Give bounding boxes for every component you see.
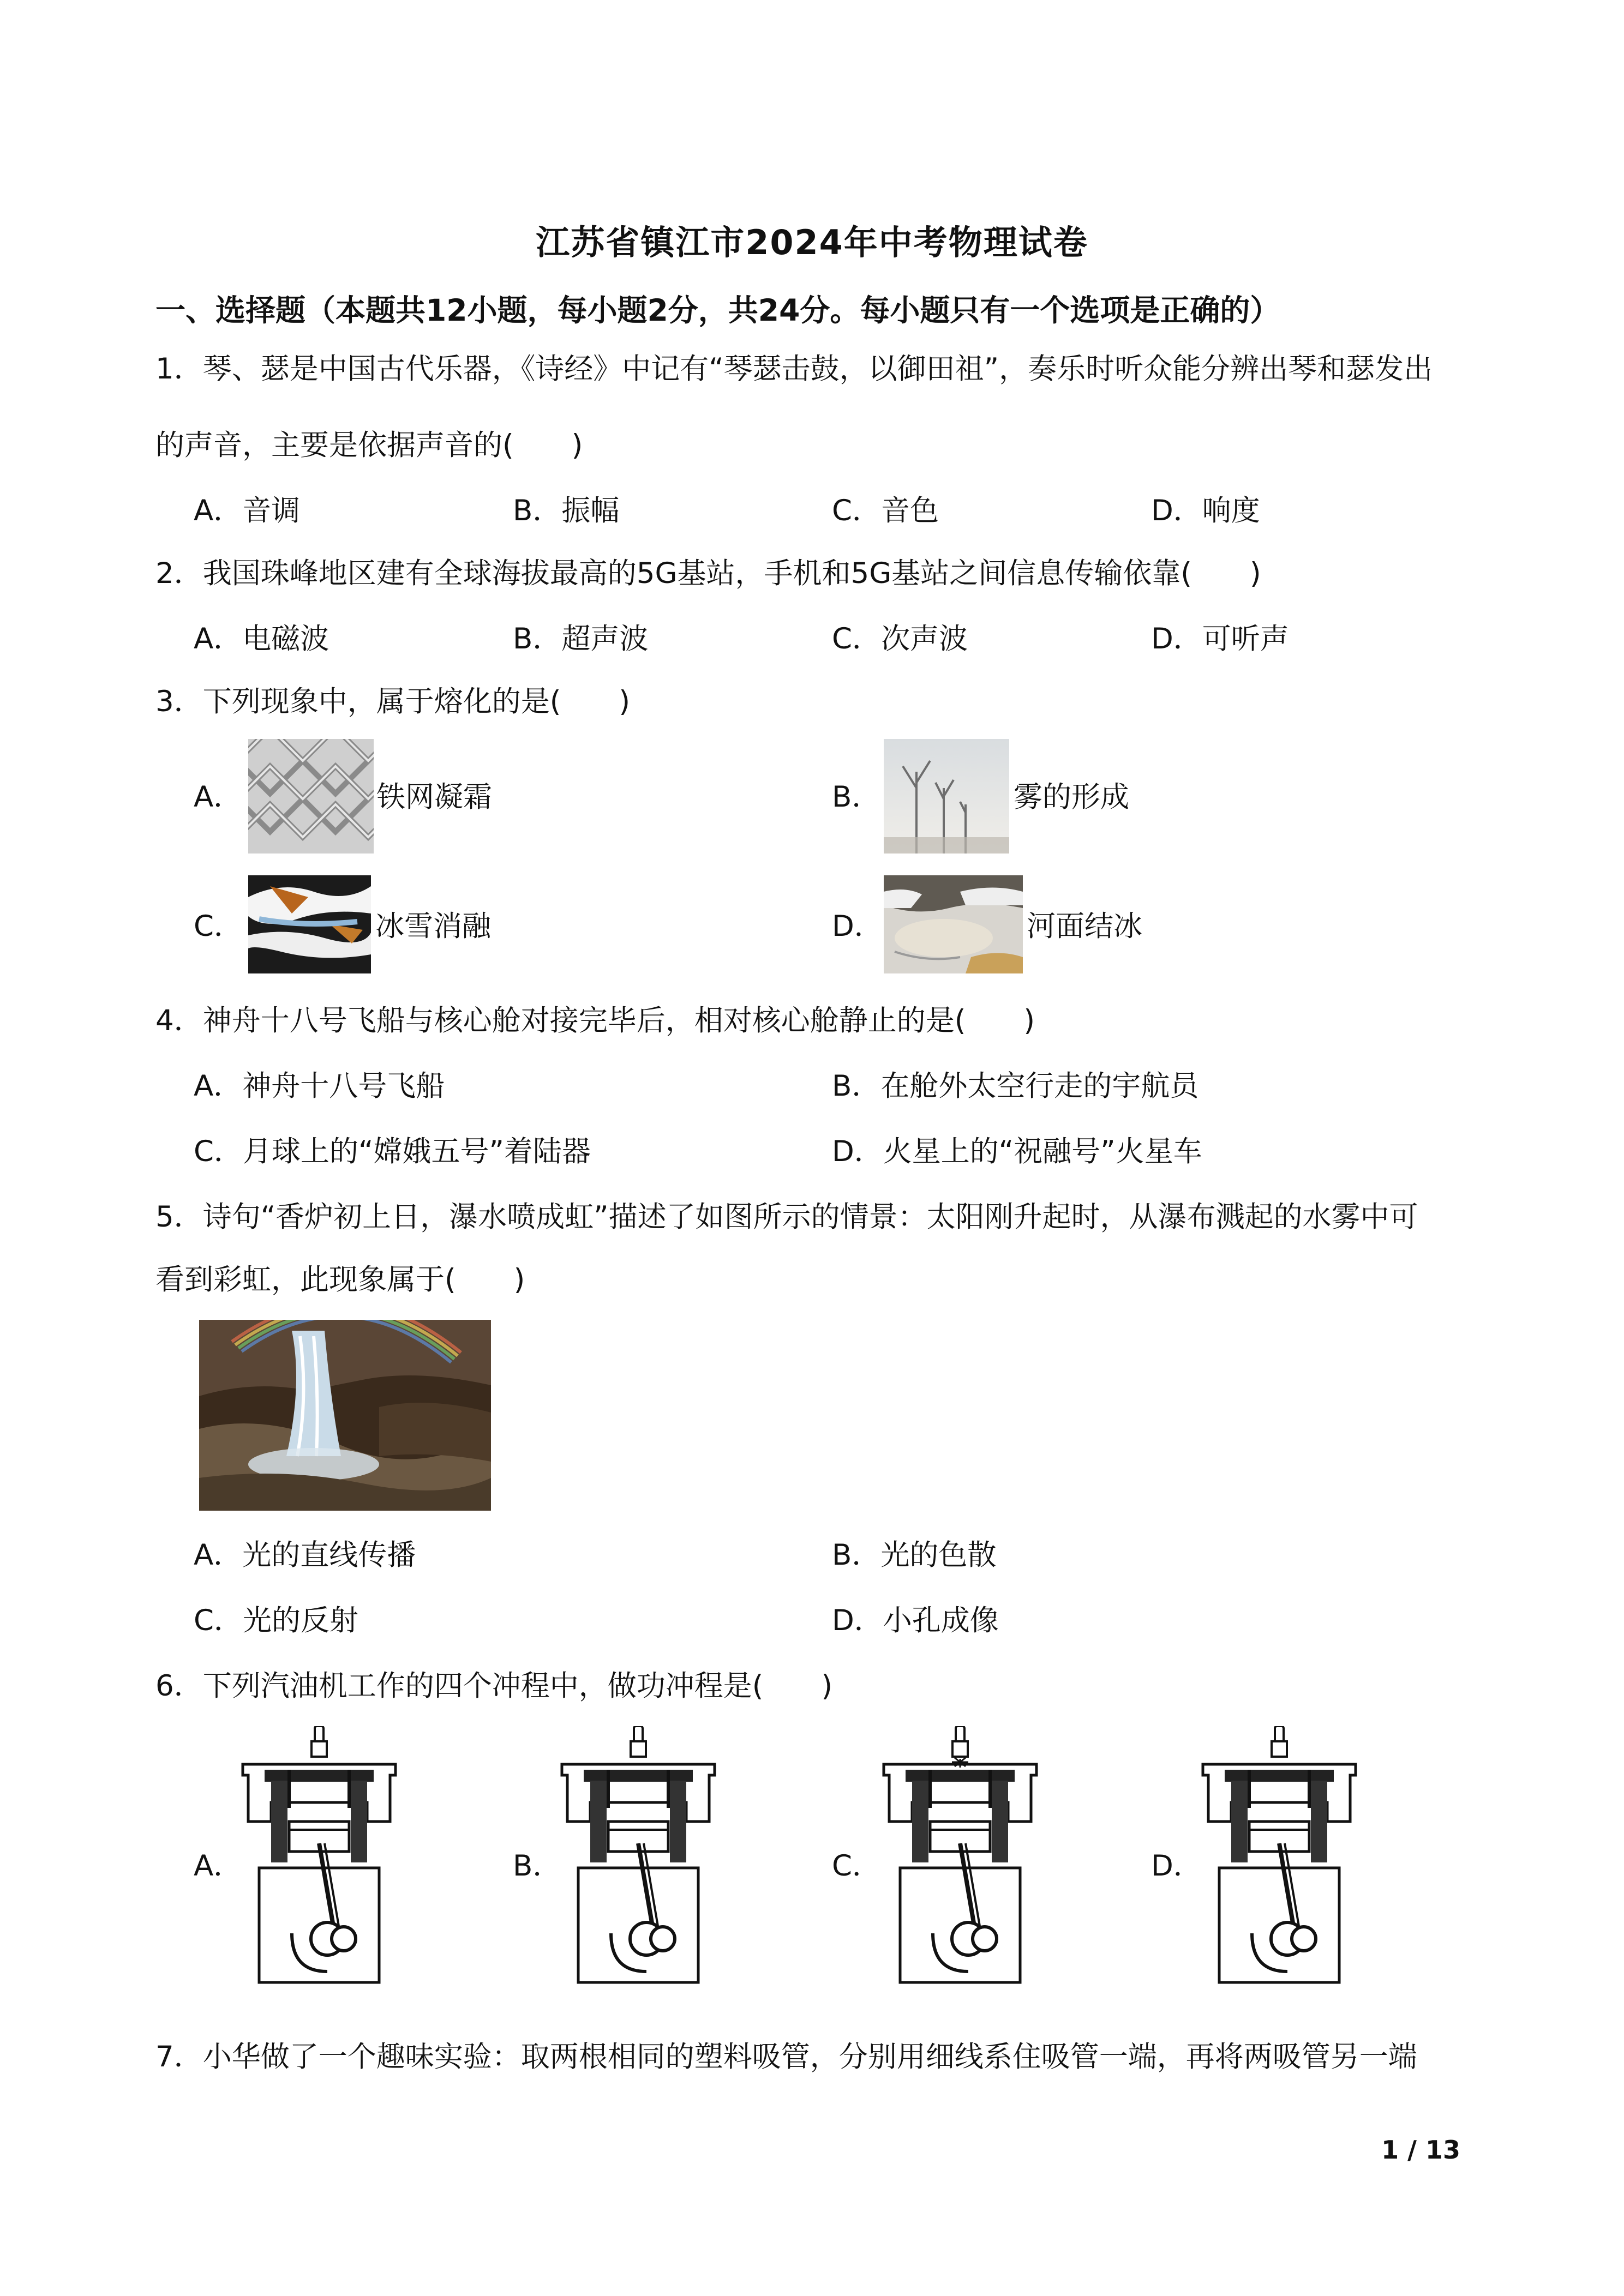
q5-option-d: D．小孔成像	[832, 1604, 999, 1637]
q3-option-b-label: B．	[832, 780, 881, 814]
q1-option-b: B．振幅	[513, 494, 620, 527]
q1-option-c: C．音色	[832, 494, 939, 527]
q5-option-a: A．光的直线传播	[194, 1538, 416, 1572]
question-6-line-1: 6．下列汽油机工作的四个冲程中，做功冲程是( )	[155, 1669, 833, 1703]
frozen-river-image	[884, 875, 1023, 973]
q3-option-c-caption: 冰雪消融	[375, 910, 491, 943]
page-title: 江苏省镇江市2024年中考物理试卷	[536, 223, 1088, 262]
q4-option-b: B．在舱外太空行走的宇航员	[832, 1069, 1199, 1103]
q4-option-c: C．月球上的“嫦娥五号”着陆器	[194, 1135, 591, 1168]
q2-option-c: C．次声波	[832, 622, 968, 656]
page-number: 1 / 13	[1381, 2135, 1460, 2165]
q3-option-a-caption: 铁网凝霜	[376, 780, 492, 814]
waterfall-rainbow-image	[199, 1320, 491, 1511]
q4-option-a: A．神舟十八号飞船	[194, 1069, 445, 1103]
engine-stroke-c-diagram	[873, 1726, 1047, 1988]
q5-option-b: B．光的色散	[832, 1538, 997, 1572]
q6-option-b-label: B．	[513, 1849, 562, 1883]
question-3-line-1: 3．下列现象中，属于熔化的是( )	[155, 685, 631, 718]
q5-option-c: C．光的反射	[194, 1604, 359, 1637]
q6-option-c-label: C．	[832, 1849, 882, 1883]
q2-option-d: D．可听声	[1151, 622, 1289, 656]
q3-option-b-caption: 雾的形成	[1014, 780, 1129, 814]
melting-snow-image	[248, 875, 371, 973]
q2-option-a: A．电磁波	[194, 622, 329, 656]
q3-option-a-label: A．	[194, 780, 243, 814]
q1-option-a: A．音调	[194, 494, 301, 527]
section-heading: 一、选择题（本题共12小题，每小题2分，共24分。每小题只有一个选项是正确的）	[155, 293, 1280, 328]
q6-option-d-label: D．	[1151, 1849, 1202, 1883]
fog-trees-image	[884, 739, 1009, 854]
engine-stroke-a-diagram	[232, 1726, 406, 1988]
spark-icon	[952, 1758, 968, 1768]
q3-option-d-label: D．	[832, 910, 883, 943]
q4-option-d: D．火星上的“祝融号”火星车	[832, 1135, 1202, 1168]
question-5-line-1: 5．诗句“香炉初上日，瀑水喷成虹”描述了如图所示的情景：太阳刚升起时，从瀑布溅起的水雾中可	[155, 1200, 1418, 1234]
frost-wire-mesh-image	[248, 739, 374, 854]
q2-option-b: B．超声波	[513, 622, 649, 656]
engine-stroke-d-diagram	[1192, 1726, 1367, 1988]
question-1-line-1: 1．琴、瑟是中国古代乐器，《诗经》中记有“琴瑟击鼓，以御田祖”，奏乐时听众能分辨出琴和瑟发出	[155, 352, 1433, 386]
q3-option-c-label: C．	[194, 910, 243, 943]
question-5-line-2: 看到彩虹，此现象属于( )	[155, 1263, 525, 1296]
question-7-line-1: 7．小华做了一个趣味实验：取两根相同的塑料吸管，分别用细线系住吸管一端，再将两吸管另一端	[155, 2040, 1417, 2073]
engine-stroke-b-diagram	[551, 1726, 726, 1988]
question-2-line-1: 2．我国珠峰地区建有全球海拔最高的5G基站，手机和5G基站之间信息传输依靠( )	[155, 557, 1261, 590]
question-1-line-2: 的声音，主要是依据声音的( )	[155, 429, 583, 462]
q6-option-a-label: A．	[194, 1849, 243, 1883]
q3-option-d-caption: 河面结冰	[1027, 910, 1142, 943]
question-4-line-1: 4．神舟十八号飞船与核心舱对接完毕后，相对核心舱静止的是( )	[155, 1004, 1035, 1037]
q1-option-d: D．响度	[1151, 494, 1260, 527]
